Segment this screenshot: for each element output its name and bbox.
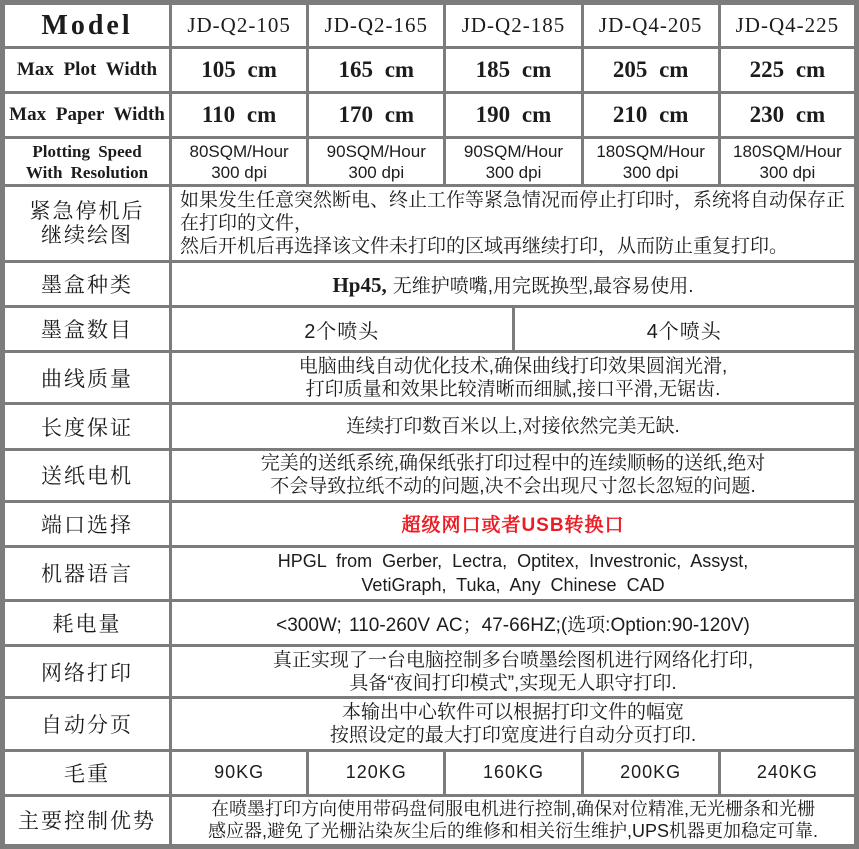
row-label: 主要控制优势 [3,795,171,846]
speed-value: 90SQM/Hour [463,141,564,161]
row-label-line1: Plotting Speed [32,141,142,161]
split-wrap [172,308,854,350]
table-row-plotting-speed [3,138,857,186]
weight-cell: 90KG [171,750,308,795]
description-cell [171,795,857,846]
table-row-network-printing [3,646,857,698]
table-row-port-selection [3,501,857,546]
row-label: 长度保证 [3,404,171,449]
table-row-power-consumption [3,601,857,646]
row-label: 曲线质量 [3,352,171,404]
speed-value: 90SQM/Hour [326,141,426,161]
row-label: Max Paper Width [3,93,171,138]
resolution-value: 300 dpi [622,162,679,182]
value-cell [719,138,856,186]
row-label-line1: 紧急停机后 [29,199,145,223]
value-cell: 205 cm [582,48,719,93]
row-label: 网络打印 [3,646,171,698]
weight-cell: 200KG [582,750,719,795]
table-row-auto-pagination [3,698,857,750]
resolution-value: 300 dpi [485,162,542,182]
description-line: 本输出中心软件可以根据打印文件的幅宽 [341,702,684,724]
table-row-paper-feed-motor [3,449,857,501]
row-label: Max Plot Width [3,48,171,93]
row-label: 自动分页 [3,698,171,750]
row-label: 墨盒数目 [3,307,171,352]
speed-value: 80SQM/Hour [189,141,289,161]
resolution-value: 300 dpi [348,162,405,182]
split-cell [171,307,857,352]
table-row-length-guarantee [3,404,857,449]
description-cell [171,352,857,404]
value-cell: 225 cm [719,48,856,93]
description-cell [171,698,857,750]
description-line: 完美的送纸系统,确保纸张打印过程中的连续顺畅的送纸,绝对 [260,453,766,475]
value-cell: 110 cm [171,93,308,138]
q2-head-count: 2个喷头 [172,308,515,350]
value-cell: 165 cm [308,48,445,93]
cartridge-model: Hp45, [332,272,387,297]
value-cell: 170 cm [308,93,445,138]
description-line: 打印质量和效果比较清晰而细腻,接口平滑,无锯齿. [305,378,721,400]
weight-cell: 160KG [445,750,582,795]
table-row-gross-weight [3,750,857,795]
description-line: 在喷墨打印方向使用带码盘伺服电机进行控制,确保对位精准,无光栅条和光栅 [211,799,815,820]
description-cell [171,546,857,600]
model-cell: JD-Q2-165 [308,3,445,48]
port-options: 超级网口或者USB转换口 [401,515,625,537]
value-cell [308,138,445,186]
value-cell [445,138,582,186]
speed-value: 180SQM/Hour [733,141,842,161]
value-cell: 105 cm [171,48,308,93]
value-cell: 230 cm [719,93,856,138]
description-cell [171,501,857,546]
row-label: Model [3,3,171,48]
value-cell [171,138,308,186]
q4-head-count: 4个喷头 [646,320,722,343]
table-row-max-plot-width [3,48,857,93]
model-cell: JD-Q4-225 [719,3,856,48]
value-cell: 210 cm [582,93,719,138]
row-label: 耗电量 [3,601,171,646]
weight-cell: 240KG [719,750,856,795]
description-cell [171,601,857,646]
description-line: VetiGraph, Tuka, Any Chinese CAD [361,575,665,596]
row-label: 机器语言 [3,546,171,600]
power-spec: <300W; 110-260V AC；47-66HZ;(选项:Option:90-120V) [276,614,750,636]
description-line: 电脑曲线自动优化技术,确保曲线打印效果圆润光滑, [298,355,728,377]
description-line: HPGL from Gerber, Lectra, Optitex, Investronic, Assyst, [277,551,749,572]
resolution-value: 300 dpi [211,162,267,182]
description-line: 真正实现了一台电脑控制多台喷墨绘图机进行网络化打印, [272,649,754,671]
table-row-machine-language [3,546,857,600]
row-label-line2: 继续绘图 [41,223,133,247]
speed-value: 180SQM/Hour [596,141,705,161]
description-line: 如果发生任意突然断电、终止工作等紧急情况而停止打印时，系统将自动保存正在打印的文件， [180,190,846,235]
weight-cell: 120KG [308,750,445,795]
model-cell: JD-Q4-205 [582,3,719,48]
model-cell: JD-Q2-105 [171,3,308,48]
table-row-curve-quality [3,352,857,404]
description-cell [171,404,857,449]
row-label: 送纸电机 [3,449,171,501]
row-label [3,138,171,186]
table-row-ink-cartridge-count [3,307,857,352]
description-cell [171,646,857,698]
table-row-ink-cartridge-type [3,262,857,307]
table-row-resume-after-stop [3,186,857,262]
description-line: 具备“夜间打印模式”,实现无人职守打印. [349,672,677,694]
value-cell: 185 cm [445,48,582,93]
description-line: 按照设定的最大打印宽度进行自动分页打印. [329,725,697,747]
table-row-model [3,3,857,48]
description-line: 不会导致拉纸不动的问题,决不会出现尺寸忽长忽短的问题. [270,476,756,498]
cartridge-note: 无维护喷嘴,用完既换型,最容易使用. [392,275,694,297]
table-row-main-control-advantage [3,795,857,846]
table-row-max-paper-width [3,93,857,138]
value-cell [582,138,719,186]
description-line: 然后开机后再选择该文件未打印的区域再继续打印，从而防止重复打印。 [180,236,789,258]
row-label [3,186,171,262]
value-cell: 190 cm [445,93,582,138]
description-line: 连续打印数百米以上,对接依然完美无缺. [346,416,680,437]
description-cell [171,262,857,307]
row-label: 端口选择 [3,501,171,546]
row-label: 毛重 [3,750,171,795]
row-label: 墨盒种类 [3,262,171,307]
row-label-line2: With Resolution [25,162,149,182]
description-line: 感应器,避免了光栅沾染灰尘后的维修和相关衍生维护,UPS机器更加稳定可靠. [207,821,818,842]
resolution-value: 300 dpi [759,162,816,182]
description-cell [171,186,857,262]
description-cell [171,449,857,501]
model-cell: JD-Q2-185 [445,3,582,48]
